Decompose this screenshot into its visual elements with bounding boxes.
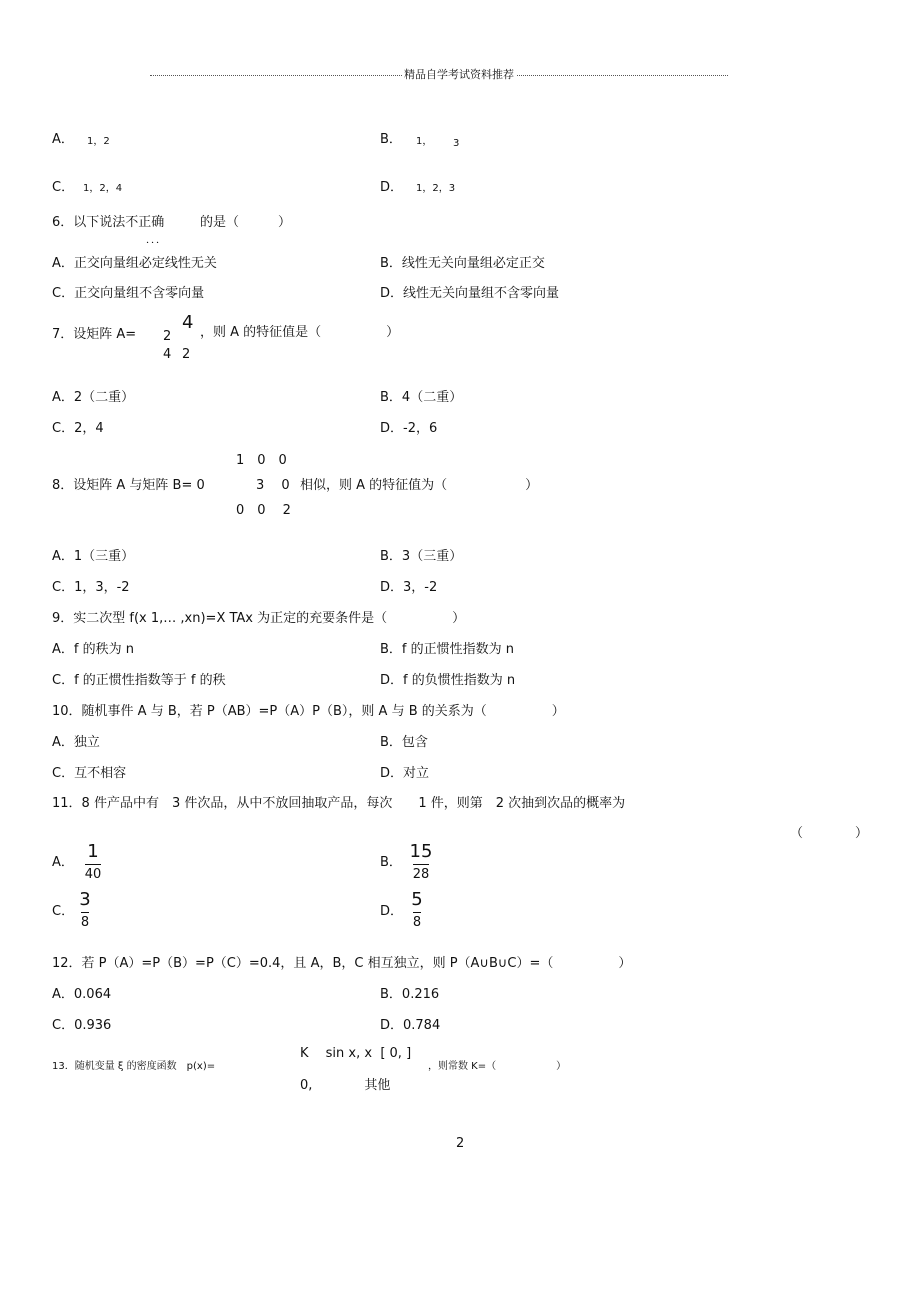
fraction-bar — [81, 912, 89, 913]
q13-stem-tail: ，则常数 K=（ ） — [428, 1061, 567, 1072]
q9-option-b: B．f 的正惯性指数为 n — [380, 642, 514, 657]
q11-option-d-numerator: 5 — [411, 889, 423, 910]
q9-option-c: C．f 的正惯性指数等于 f 的秩 — [52, 673, 226, 688]
q11-option-d-label: D． — [380, 904, 404, 919]
q11-option-b-numerator: 15 — [409, 841, 433, 862]
q8-matrix-row-3: 0 0 2 — [236, 503, 291, 518]
q11-option-d-fraction — [402, 890, 432, 931]
q9-option-a: A．f 的秩为 n — [52, 642, 134, 657]
q5-option-a-value: 1，2 — [87, 136, 110, 147]
q11-option-b-denominator: 28 — [412, 867, 430, 882]
q10-stem: 10．随机事件 A 与 B，若 P（AB）=P（A）P（B），则 A 与 B 的关系为（ ） — [52, 704, 565, 719]
q11-option-a-fraction — [78, 842, 108, 883]
q7-option-b: B．4（二重） — [380, 390, 463, 405]
q5-option-b-value: 1， — [416, 136, 433, 147]
q9-stem: 9．实二次型 f(x 1,… ,xn)=X TAx 为正定的充要条件是（ ） — [52, 611, 466, 626]
q8-option-c: C．1，3，-2 — [52, 580, 130, 595]
q8-stem-tail: 相似，则 A 的特征值为（ ） — [300, 478, 539, 493]
q13-case-1: K sin x, x [ 0, ] — [300, 1046, 412, 1061]
q11-option-b-label: B． — [380, 855, 402, 870]
q7-option-c: C．2，4 — [52, 421, 104, 436]
q12-option-a: A．0.064 — [52, 987, 112, 1002]
q7-stem-tail: ，则 A 的特征值是（ ） — [200, 325, 400, 340]
q10-option-b: B．包含 — [380, 735, 428, 750]
q12-option-c: C．0.936 — [52, 1018, 112, 1033]
q6-stem-tail: 的是（ ） — [200, 215, 292, 230]
q13-stem: 13．随机变量 ξ 的密度函数 p(x)= — [52, 1061, 216, 1072]
q5-option-c-label: C． — [52, 180, 75, 195]
q9-option-d: D．f 的负惯性指数为 n — [380, 673, 516, 688]
q5-option-b-value-2: 3 — [453, 138, 460, 149]
q8-option-b: B．3（三重） — [380, 549, 463, 564]
q8-option-a: A．1（三重） — [52, 549, 135, 564]
q12-stem: 12．若 P（A）=P（B）=P（C）=0.4，且 A，B，C 相互独立，则 P（A∪B∪C）=（ ） — [52, 956, 632, 971]
q6-option-b: B．线性无关向量组必定正交 — [380, 256, 545, 271]
q7-option-a: A．2（二重） — [52, 390, 135, 405]
q11-option-c-denominator: 8 — [80, 915, 90, 930]
q7-matrix-a11: 2 — [163, 329, 172, 344]
fraction-bar — [413, 912, 421, 913]
q8-matrix-row-2: 3 0 — [256, 478, 290, 493]
q11-option-c-fraction — [70, 890, 100, 931]
q7-matrix-a12: 4 — [182, 312, 194, 333]
q11-option-c-numerator: 3 — [79, 889, 91, 910]
q7-option-d: D．-2，6 — [380, 421, 438, 436]
header-title: 精品自学考试资料推荐 — [404, 68, 514, 81]
q5-option-b-label: B． — [380, 132, 402, 147]
q11-option-a-numerator: 1 — [87, 841, 99, 862]
q10-option-a: A．独立 — [52, 735, 100, 750]
q11-option-c-label: C． — [52, 904, 75, 919]
q5-option-d-label: D． — [380, 180, 404, 195]
q5-option-d-value: 1，2，3 — [416, 183, 456, 194]
fraction-bar — [85, 864, 101, 865]
q13-case-2: 0, 其他 — [300, 1078, 391, 1093]
q11-option-d-denominator: 8 — [412, 915, 422, 930]
q7-matrix-a21: 4 — [163, 347, 172, 362]
q12-option-b: B．0.216 — [380, 987, 440, 1002]
q11-stem: 11．8 件产品中有 3 件次品，从中不放回抽取产品，每次 1 件，则第 2 次抽到次品的概率为 — [52, 796, 626, 811]
q6-option-d: D．线性无关向量组不含零向量 — [380, 286, 560, 301]
q6-option-c: C．正交向量组不含零向量 — [52, 286, 205, 301]
q6-stem: 6．以下说法不正确 — [52, 215, 165, 230]
page-header — [150, 66, 728, 80]
fraction-bar — [413, 864, 429, 865]
q11-option-b-fraction — [406, 842, 436, 883]
q6-option-a: A．正交向量组必定线性无关 — [52, 256, 217, 271]
q8-stem: 8．设矩阵 A 与矩阵 B= 0 — [52, 478, 205, 493]
q6-emphasis-dots: ．．． — [146, 235, 166, 246]
q8-matrix-row-1: 1 0 0 — [236, 453, 287, 468]
q7-matrix-a22: 2 — [182, 347, 191, 362]
q5-option-a-label: A． — [52, 132, 74, 147]
q11-option-a-denominator: 40 — [84, 867, 102, 882]
q11-option-a-label: A． — [52, 855, 74, 870]
page-number: 2 — [456, 1136, 465, 1151]
q10-option-d: D．对立 — [380, 766, 430, 781]
q11-answer-paren: （ ） — [790, 826, 869, 841]
q5-option-c-value: 1，2，4 — [83, 183, 123, 194]
q7-stem: 7．设矩阵 A= — [52, 327, 137, 342]
q12-option-d: D．0.784 — [380, 1018, 441, 1033]
q8-option-d: D．3，-2 — [380, 580, 438, 595]
q10-option-c: C．互不相容 — [52, 766, 127, 781]
